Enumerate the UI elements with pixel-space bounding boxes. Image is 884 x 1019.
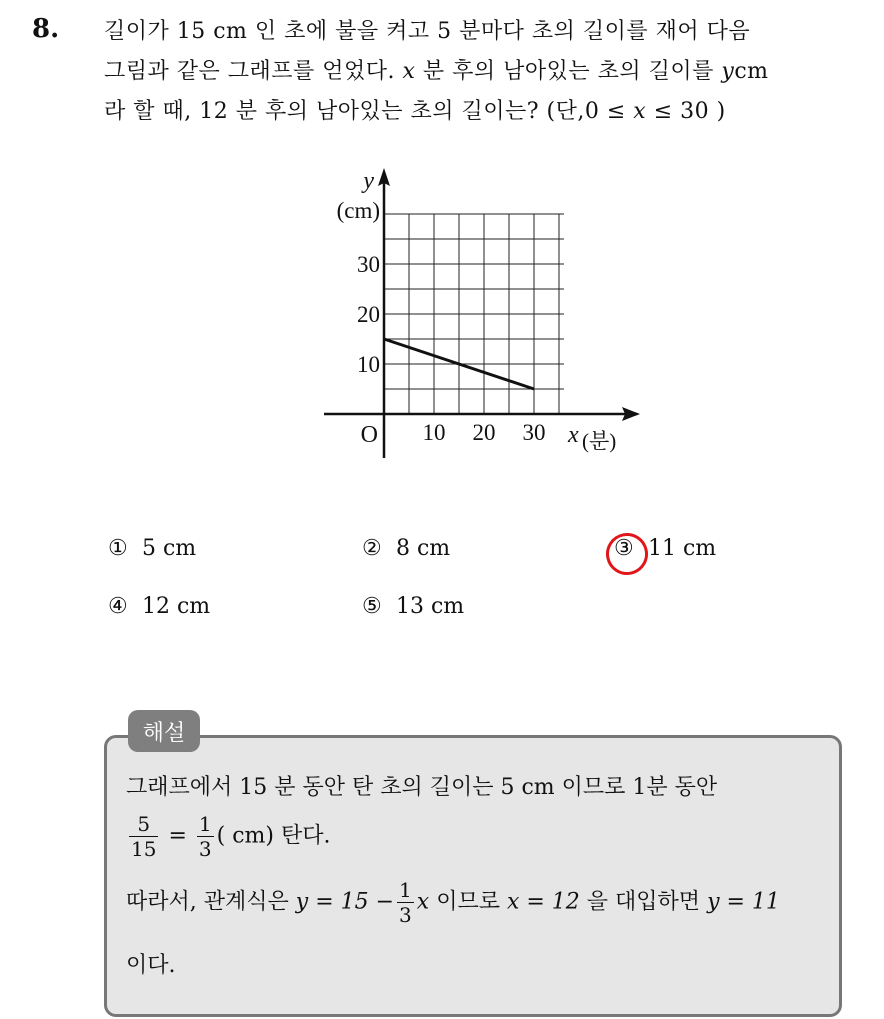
frac-num: 5 bbox=[137, 812, 151, 836]
choice-4[interactable] bbox=[108, 594, 210, 619]
q-var-x2: x bbox=[633, 99, 647, 124]
choice-1[interactable] bbox=[108, 536, 196, 561]
sol-line3-a: 따라서, 관계식은 bbox=[126, 889, 289, 915]
sol-expr-d: y = 11 bbox=[707, 889, 780, 915]
y-axis-unit-label: (cm) bbox=[336, 198, 380, 223]
choice-1-value: 5 cm bbox=[142, 536, 197, 561]
q-line2-a: 그림과 같은 그래프를 얻었다. bbox=[104, 59, 395, 84]
solution-eq: = bbox=[168, 823, 187, 849]
sol-expr-c: x = 12 bbox=[506, 889, 580, 915]
frac-den: 3 bbox=[198, 837, 212, 861]
solution-line2-tail: ( cm) 탄다. bbox=[216, 823, 331, 849]
frac-num: 1 bbox=[399, 878, 412, 902]
frac-den: 3 bbox=[399, 903, 412, 927]
sol-line3-c: 을 대입하면 bbox=[586, 889, 701, 915]
x-axis-var-label: x bbox=[568, 422, 579, 448]
q-line3-a: 라 할 때, 12 분 후의 남아있는 초의 길이는? (단,0 ≤ bbox=[104, 99, 626, 124]
choice-2-value: 8 cm bbox=[396, 536, 451, 561]
sol-expr-a: y = 15 − bbox=[295, 889, 395, 915]
choice-4-mark: ④ bbox=[108, 594, 128, 619]
x-tick-label: 20 bbox=[472, 420, 496, 445]
choice-1-mark: ① bbox=[108, 536, 128, 561]
choice-5-mark: ⑤ bbox=[362, 594, 382, 619]
graph-labels bbox=[337, 168, 617, 453]
frac-den: 15 bbox=[131, 837, 157, 861]
question-text bbox=[104, 12, 864, 132]
q-unit-cm: cm bbox=[734, 59, 769, 84]
choice-4-value: 12 cm bbox=[142, 594, 211, 619]
sol-expr-b: x bbox=[416, 889, 430, 915]
choice-2-mark: ② bbox=[362, 536, 382, 561]
y-tick-label: 30 bbox=[357, 252, 380, 277]
solution-frac-5-15 bbox=[129, 812, 158, 861]
question-line-1: 길이가 15 cm 인 초에 불을 켜고 5 분마다 초의 길이를 재어 다음 bbox=[104, 19, 751, 44]
solution-frac-1-3 bbox=[197, 812, 214, 861]
x-tick-label: 30 bbox=[522, 420, 546, 445]
x-axis-unit-label: (분) bbox=[582, 429, 617, 453]
choice-5[interactable] bbox=[362, 594, 464, 619]
solution-frac-1-3b bbox=[397, 878, 414, 927]
q-var-x: x bbox=[402, 59, 416, 84]
choice-5-value: 13 cm bbox=[396, 594, 465, 619]
x-tick-label: 10 bbox=[422, 420, 446, 445]
q-line3-b: ≤ 30 ) bbox=[653, 99, 726, 124]
q-var-y: y bbox=[721, 59, 735, 84]
solution-line-3 bbox=[126, 878, 780, 927]
y-tick-label: 20 bbox=[357, 302, 380, 327]
solution-line-1: 그래프에서 15 분 동안 탄 초의 길이는 5 cm 이므로 1분 동안 bbox=[126, 775, 718, 800]
question-line-2 bbox=[104, 52, 864, 92]
y-axis-var-label: y bbox=[363, 168, 374, 194]
question-line-3 bbox=[104, 92, 864, 132]
choice-3-value: 11 cm bbox=[648, 536, 717, 561]
origin-label: O bbox=[360, 422, 378, 448]
question-number: 8. bbox=[32, 14, 60, 44]
choice-3-mark: ③ bbox=[614, 536, 634, 561]
choice-2[interactable] bbox=[362, 536, 450, 561]
sol-line3-b: 이므로 bbox=[436, 889, 500, 915]
solution-tag: 해설 bbox=[128, 710, 200, 752]
y-tick-label: 10 bbox=[357, 352, 380, 377]
q-line2-b: 분 후의 남아있는 초의 길이를 bbox=[422, 59, 714, 84]
solution-line-2 bbox=[126, 812, 330, 861]
graph-grid bbox=[384, 214, 564, 414]
solution-line-4: 이다. bbox=[126, 953, 176, 978]
candle-length-graph bbox=[310, 160, 650, 470]
frac-num: 1 bbox=[198, 812, 212, 836]
